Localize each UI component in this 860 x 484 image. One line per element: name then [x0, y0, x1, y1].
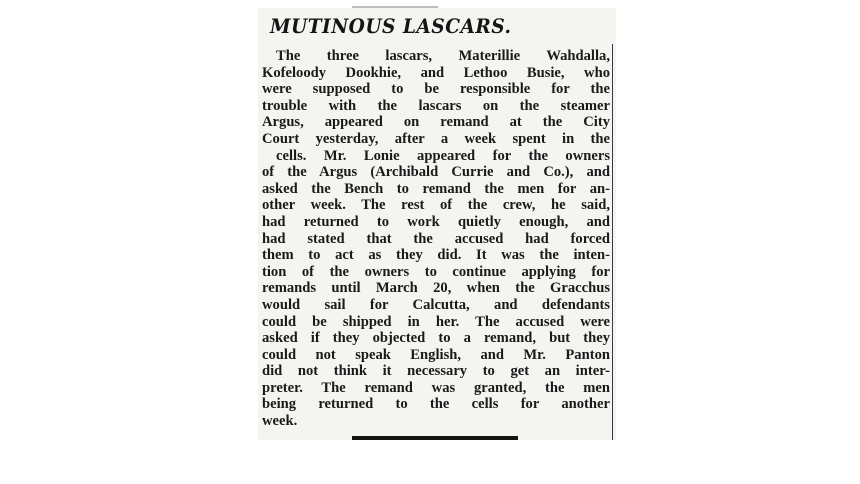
- article-line: Court yesterday, after a week spent in the: [262, 130, 610, 147]
- article-line: could not speak English, and Mr. Panton: [262, 346, 610, 363]
- article-headline: MUTINOUS LASCARS.: [270, 14, 512, 38]
- article-line: trouble with the lascars on the steamer: [262, 97, 610, 114]
- article-line: preter. The remand was granted, the men: [262, 379, 610, 396]
- article-line: cells. Mr. Lonie appeared for the owners: [276, 147, 610, 164]
- article-line: tion of the owners to continue applying for: [262, 263, 610, 280]
- article-line: them to act as they did. It was the inten-: [262, 247, 610, 264]
- bottom-rule: [352, 436, 518, 440]
- article-line: of the Argus (Archibald Currie and Co.), and: [262, 164, 610, 181]
- article-line: Argus, appeared on remand at the City: [262, 114, 610, 131]
- article-line: had stated that the accused had forced: [262, 230, 610, 247]
- article-line: had returned to work quietly enough, and: [262, 213, 610, 230]
- article-line: other week. The rest of the crew, he said,: [262, 197, 610, 214]
- article-line: asked if they objected to a remand, but they: [262, 330, 610, 347]
- article-line: being returned to the cells for another: [262, 396, 610, 413]
- article-line: could be shipped in her. The accused were: [262, 313, 610, 330]
- article-body: [262, 48, 610, 430]
- article-line: The three lascars, Materillie Wahdalla,: [276, 48, 610, 64]
- article-line: would sail for Calcutta, and defendants: [262, 296, 610, 313]
- article-line: Kofeloody Dookhie, and Lethoo Busie, who: [262, 64, 610, 81]
- article-line: did not think it necessary to get an inter-: [262, 363, 610, 380]
- article-line: were supposed to be responsible for the: [262, 81, 610, 98]
- column-rule: [612, 44, 613, 440]
- article-line: week.: [262, 413, 298, 430]
- article-line: asked the Bench to remand the men for an-: [262, 180, 610, 197]
- top-rule: [352, 6, 438, 8]
- article-line: remands until March 20, when the Gracchus: [262, 280, 610, 297]
